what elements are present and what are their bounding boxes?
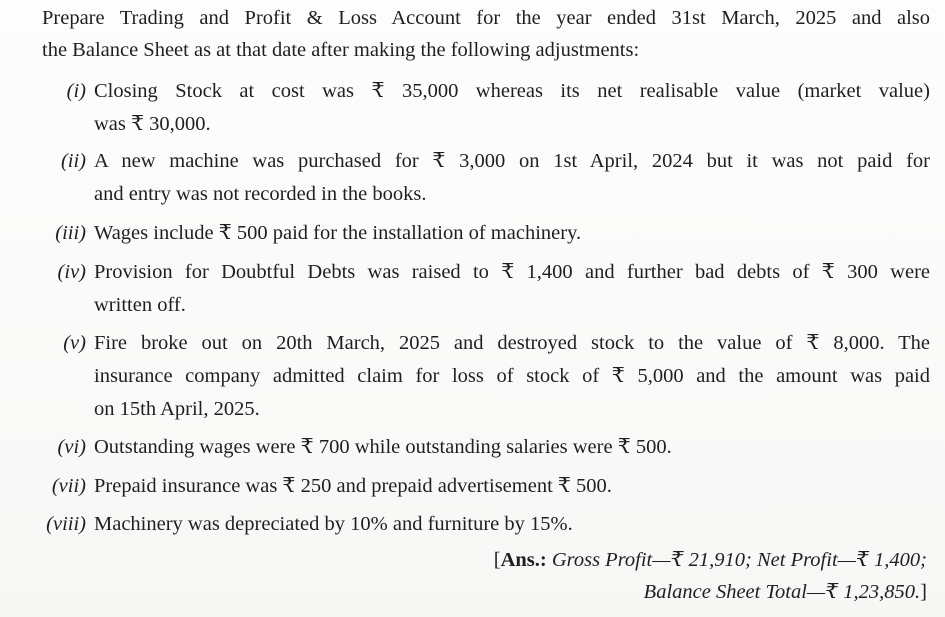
answer-line-1 [494,547,927,573]
adjustment-text: Machinery was depreciated by 10% and furniture by 15%. [94,513,573,535]
adjustment-text: and entry was not recorded in the books. [94,183,427,205]
adjustment-text: Fire broke out on 20th March, 2025 and destroyed stock to the value of ₹ 8,000. The [94,332,930,354]
adjustment-number: (vii) [51,475,86,497]
answer-values-1: Gross Profit—₹ 21,910; Net Profit—₹ 1,400; [546,549,927,571]
answer-line-2 [644,579,927,605]
answer-open-bracket: [ [493,549,501,571]
adjustment-number: (v) [63,332,86,354]
answer-close-bracket: ] [920,581,927,603]
answer-values-2: Balance Sheet Total—₹ 1,23,850. [643,581,921,603]
intro-line-1: Prepare Trading and Profit & Loss Account for the year ended 31st March, 2025 and also [42,7,930,29]
answer-label: Ans.: [500,549,547,571]
adjustment-text: Closing Stock at cost was ₹ 35,000 whereas its net realisable value (market value) [94,80,930,102]
adjustment-number: (iii) [55,222,86,244]
adjustment-text: Wages include ₹ 500 paid for the installation of machinery. [94,222,582,244]
adjustment-number: (vi) [57,436,86,458]
adjustment-number: (iv) [57,261,86,283]
adjustment-text: written off. [94,294,186,316]
adjustment-number: (i) [66,80,86,102]
adjustment-text: insurance company admitted claim for loss of stock of ₹ 5,000 and the amount was paid [94,365,930,387]
adjustment-text: on 15th April, 2025. [94,398,260,420]
adjustment-text: Outstanding wages were ₹ 700 while outstanding salaries were ₹ 500. [94,436,672,458]
adjustment-text: Prepaid insurance was ₹ 250 and prepaid advertisement ₹ 500. [94,475,612,497]
intro-line-2: the Balance Sheet as at that date after making the following adjustments: [42,39,640,61]
adjustment-number: (viii) [46,513,86,535]
adjustment-text: was ₹ 30,000. [94,113,211,135]
adjustment-text: Provision for Doubtful Debts was raised to ₹ 1,400 and further bad debts of ₹ 300 were [94,261,930,283]
adjustment-text: A new machine was purchased for ₹ 3,000 on 1st April, 2024 but it was not paid for [94,150,930,172]
adjustment-number: (ii) [60,150,86,172]
